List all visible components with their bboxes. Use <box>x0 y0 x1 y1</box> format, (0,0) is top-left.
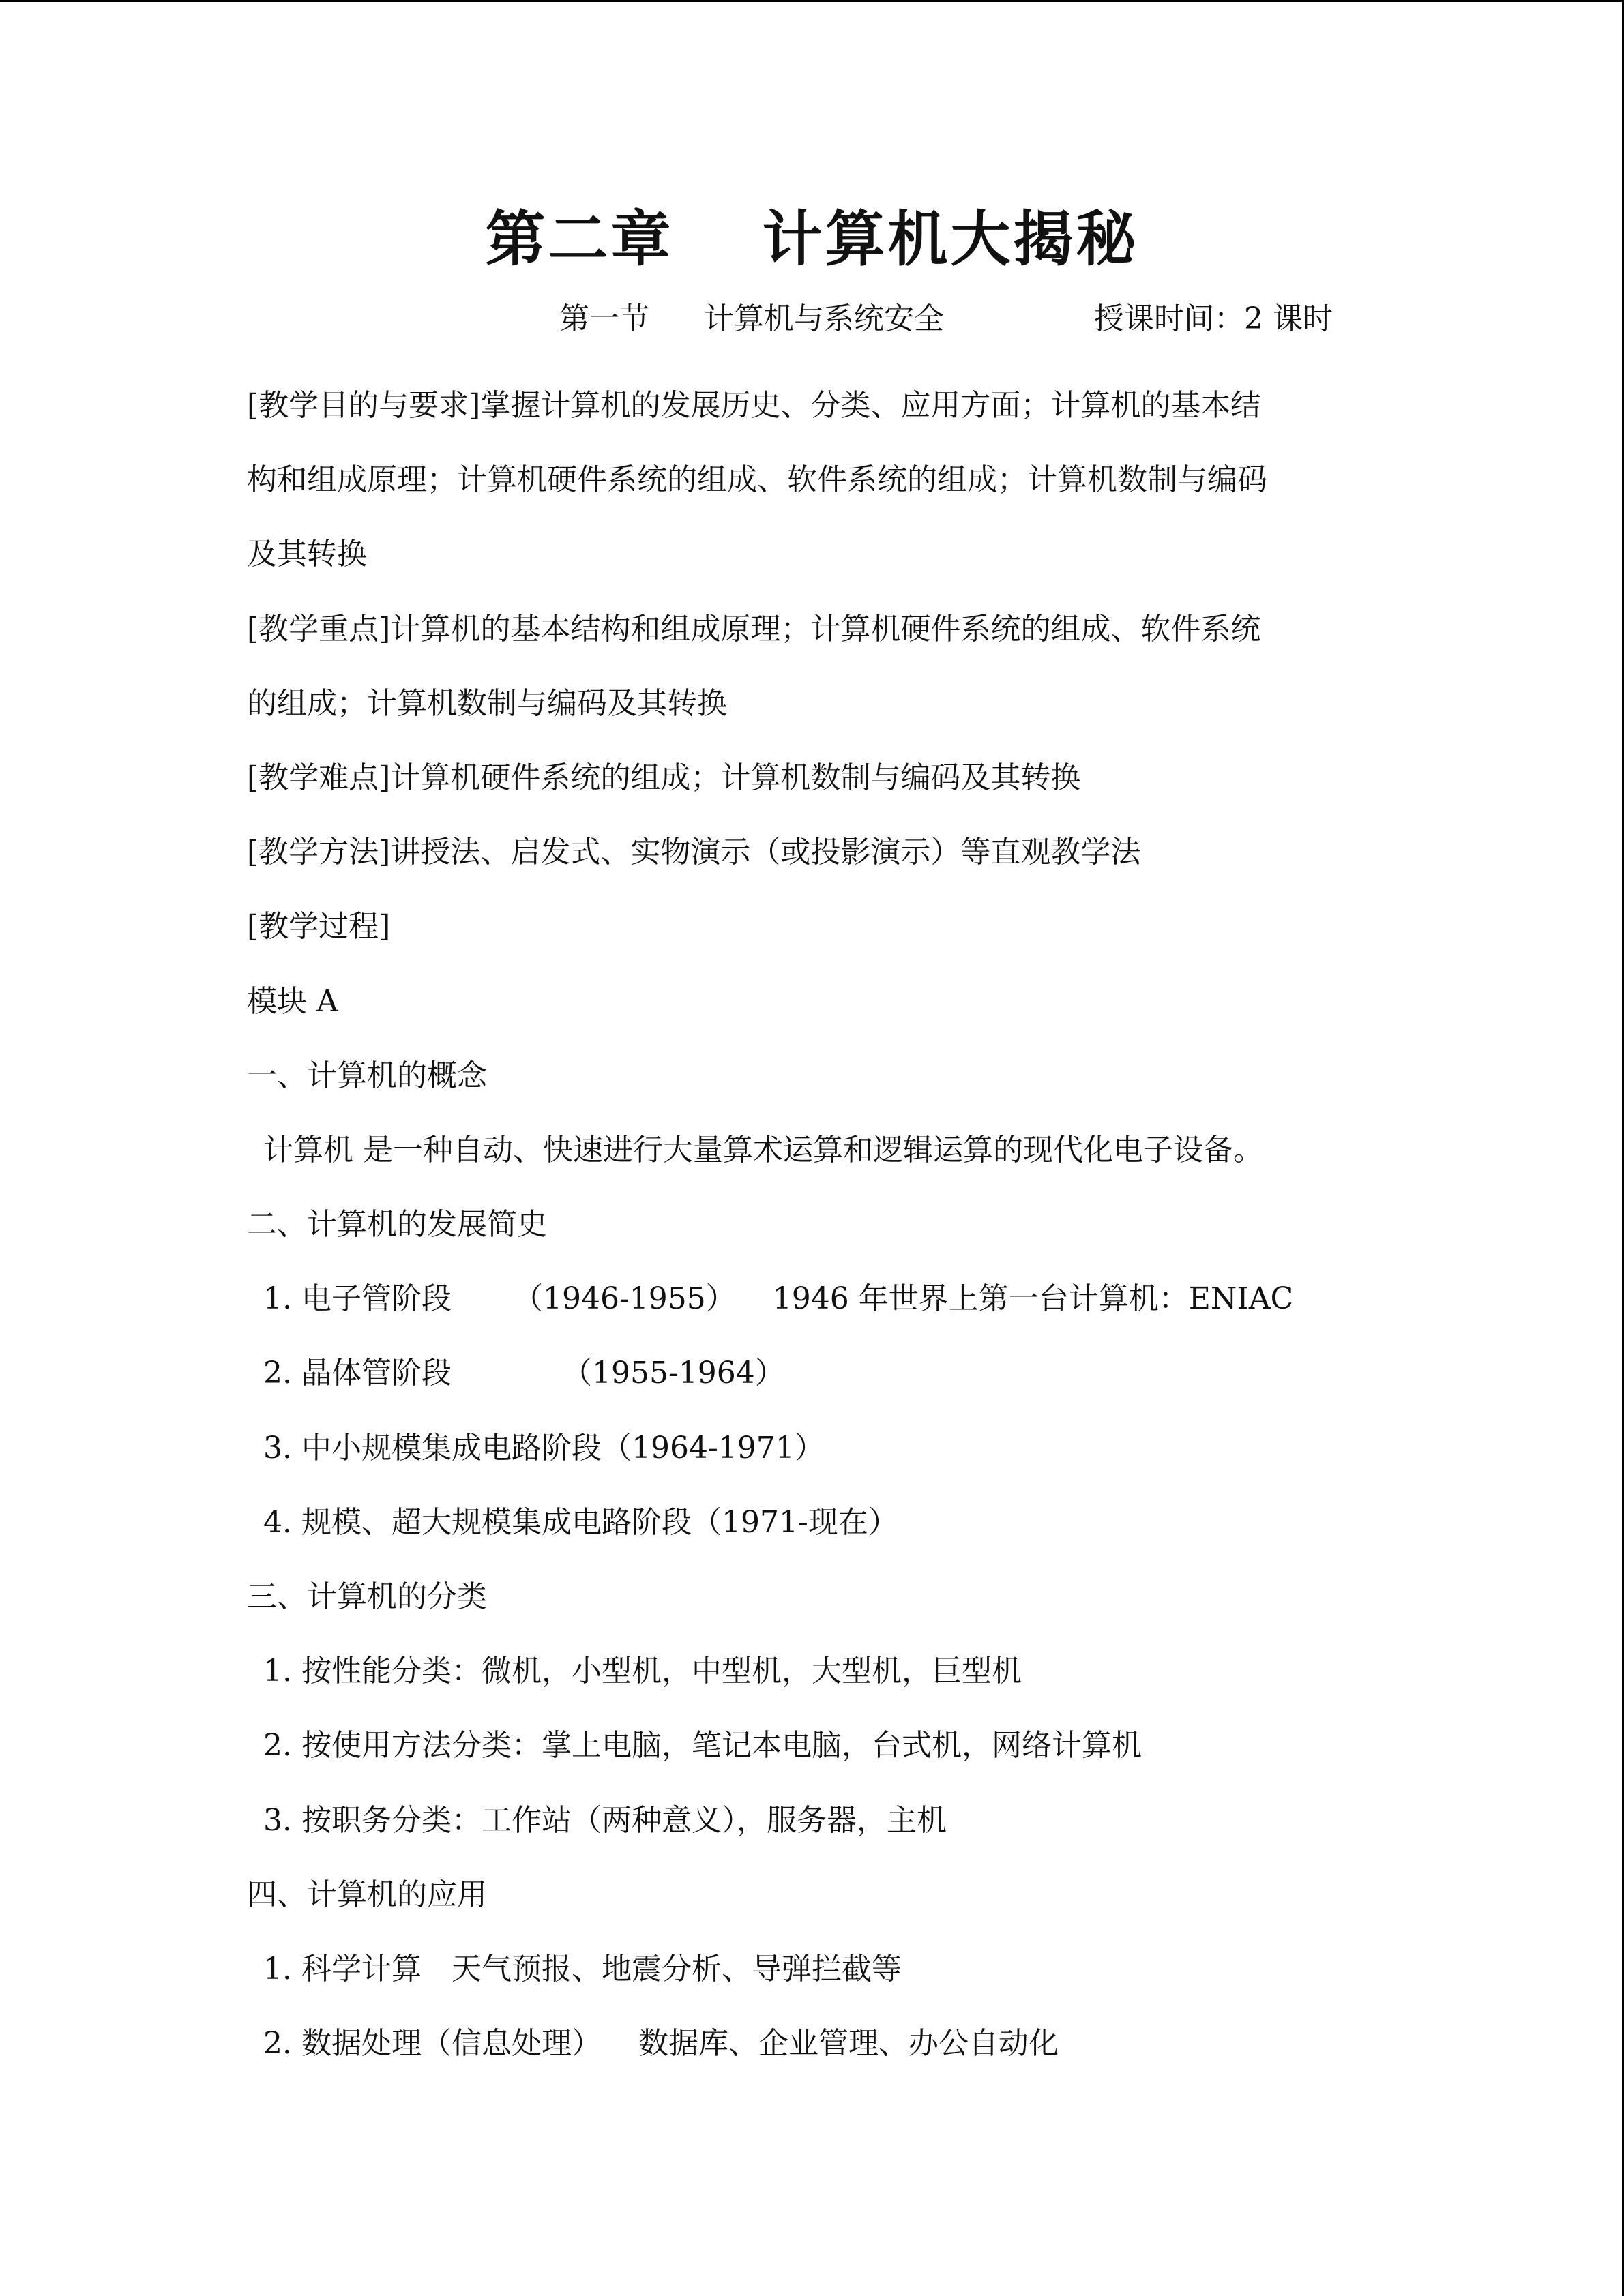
application-item-1 <box>247 1932 1372 2006</box>
objectives-line-1: [教学目的与要求]掌握计算机的发展历史、分类、应用方面；计算机的基本结 <box>247 388 1261 423</box>
history-item-4: 4. 规模、超大规模集成电路阶段（1971-现在） <box>263 1504 898 1540</box>
concept-definition: 计算机 是一种自动、快速进行大量算术运算和逻辑运算的现代化电子设备。 <box>263 1132 1263 1167</box>
section-subtitle <box>559 297 1333 341</box>
process-heading: [教学过程] <box>247 909 391 944</box>
class-time: 授课时间：2 课时 <box>1094 301 1333 336</box>
methods-line: [教学方法]讲授法、启发式、实物演示（或投影演示）等直观教学法 <box>247 835 1141 870</box>
classification-item-2: 2. 按使用方法分类：掌上电脑，笔记本电脑，台式机，网络计算机 <box>263 1728 1142 1763</box>
history-item-1-years: （1946-1955） <box>512 1281 736 1317</box>
section-heading-classification: 三、计算机的分类 <box>247 1579 487 1614</box>
difficulties-line: [教学难点]计算机硬件系统的组成；计算机数制与编码及其转换 <box>247 760 1081 795</box>
key-points-line-2: 的组成；计算机数制与编码及其转换 <box>247 685 727 721</box>
history-item-1 <box>247 1262 1372 1336</box>
objectives-line-2: 构和组成原理；计算机硬件系统的组成、软件系统的组成；计算机数制与编码 <box>247 462 1267 498</box>
classification-item-3: 3. 按职务分类：工作站（两种意义），服务器，主机 <box>263 1802 947 1838</box>
module-heading: 模块 A <box>247 983 338 1019</box>
history-item-2-label: 2. 晶体管阶段 <box>263 1356 452 1391</box>
application-item-1-label: 1. 科学计算 <box>263 1951 422 1986</box>
history-item-3: 3. 中小规模集成电路阶段（1964-1971） <box>263 1430 825 1465</box>
history-item-1-note: 1946 年世界上第一台计算机：ENIAC <box>772 1281 1294 1317</box>
section-heading-concept: 一、计算机的概念 <box>247 1058 487 1093</box>
classification-item-1: 1. 按性能分类：微机，小型机，中型机，大型机，巨型机 <box>263 1654 1022 1689</box>
chapter-title <box>0 198 1624 280</box>
page-border-top <box>0 0 1624 2</box>
section-heading-history: 二、计算机的发展简史 <box>247 1207 547 1242</box>
history-item-2 <box>247 1336 1372 1410</box>
section-name: 计算机与系统安全 <box>704 301 944 336</box>
section-heading-applications: 四、计算机的应用 <box>247 1877 487 1912</box>
chapter-number: 第二章 <box>485 203 674 274</box>
application-item-1-examples: 天气预报、地震分析、导弹拦截等 <box>451 1951 902 1986</box>
key-points-line-1: [教学重点]计算机的基本结构和组成原理；计算机硬件系统的组成、软件系统 <box>247 611 1261 646</box>
history-item-2-years: （1955-1964） <box>561 1356 785 1391</box>
objectives-line-3: 及其转换 <box>247 537 367 572</box>
history-item-1-label: 1. 电子管阶段 <box>263 1281 452 1317</box>
section-number: 第一节 <box>559 301 649 336</box>
application-item-2 <box>247 2006 1372 2081</box>
application-item-2-examples: 数据库、企业管理、办公自动化 <box>638 2026 1059 2061</box>
chapter-name: 计算机大揭秘 <box>762 203 1139 274</box>
document-body <box>247 368 1372 2081</box>
application-item-2-label: 2. 数据处理（信息处理） <box>263 2026 602 2061</box>
